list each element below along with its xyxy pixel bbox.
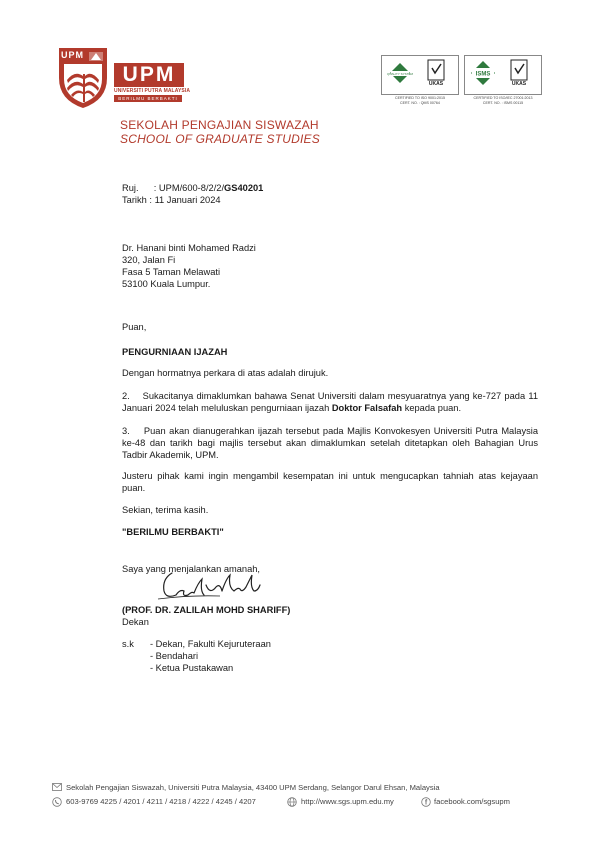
date-label: Tarikh — [122, 195, 147, 205]
school-name-ms: SEKOLAH PENGAJIAN SISWAZAH — [120, 118, 319, 132]
paragraph-1: Dengan hormatnya perkara di atas adalah dirujuk. — [122, 368, 329, 378]
reference-line — [122, 182, 263, 194]
salutation: Puan, — [122, 322, 147, 332]
globe-icon — [287, 797, 297, 810]
facebook-icon — [421, 797, 431, 810]
envelope-icon — [52, 783, 62, 794]
iso-9001-certification-badge — [381, 55, 459, 95]
cert2-number: CERT. NO. : ISMS 00115 — [482, 101, 524, 105]
date-value: : 11 Januari 2024 — [149, 195, 221, 205]
ref-separator: : — [153, 183, 157, 193]
recipient-address-line: 320, Jalan Fi — [122, 255, 176, 265]
recipient-name: Dr. Hanani binti Mohamed Radzi — [122, 243, 256, 253]
footer-website-link[interactable]: http://www.sgs.upm.edu.my — [301, 797, 394, 806]
signer-name: (PROF. DR. ZALILAH MOHD SHARIFF) — [122, 605, 291, 615]
logo-small-text: UPM — [61, 50, 84, 60]
footer-facebook-link[interactable]: facebook.com/sgsupm — [434, 797, 510, 806]
cc-item: - Dekan, Fakulti Kejuruteraan — [150, 639, 271, 649]
ref-prefix: UPM/600-8/2/2/ — [158, 183, 225, 193]
cc-label: s.k — [122, 639, 134, 649]
signer-title: Dekan — [122, 617, 149, 627]
cc-item: - Ketua Pustakawan — [150, 663, 234, 673]
university-motto-banner: BERILMU BERBAKTI — [114, 95, 182, 102]
school-name-en: SCHOOL OF GRADUATE STUDIES — [120, 132, 320, 146]
cert2-body-text: UKAS — [511, 81, 527, 87]
paragraph-3: 3. Puan akan dianugerahkan ijazah tersebut pada Majlis Konvokesyen Universiti Putra Malaysia ke-48 dan tarikh bagi majlis tersebut akan dimaklumkan setelah ditetapkan oleh Bahagian Urus Tadbir Akademik, UPM. — [122, 426, 538, 460]
degree-name: Doktor Falsafah — [331, 403, 403, 413]
cert2-standard: CERTIFIED TO ISO/IEC 27001:2013 — [473, 96, 533, 100]
paragraph-4: Justeru pihak kami ingin mengambil kesempatan ini untuk mengucapkan tahniah atas kejayaan puan. — [122, 471, 538, 493]
recipient-address-line: Fasa 5 Taman Melawati — [122, 267, 221, 277]
closing-remark: Sekian, terima kasih. — [122, 505, 209, 515]
cert1-standard: CERTIFIED TO ISO 9001:2015 — [395, 96, 445, 100]
isms-27001-certification-badge — [464, 55, 542, 95]
cert1-body-text: UKAS — [428, 81, 444, 87]
cert1-number: CERT. NO. : QMS 00764 — [400, 101, 440, 105]
cc-item: - Bendahari — [150, 651, 199, 661]
university-name: UNIVERSITI PUTRA MALAYSIA — [114, 88, 191, 94]
paragraph-2 — [122, 390, 538, 414]
ref-code: GS40201 — [224, 183, 264, 193]
footer-phone: 603-9769 4225 / 4201 / 4211 / 4218 / 4222 / 4245 / 4207 — [66, 797, 256, 806]
footer-address: Sekolah Pengajian Siswazah, Universiti Putra Malaysia, 43400 UPM Serdang, Selangor Darul Ehsan, Malaysia — [66, 783, 440, 792]
signoff-line: Saya yang menjalankan amanah, — [122, 564, 260, 574]
date-line — [122, 194, 221, 206]
paragraph-2-text: 2. Sukacitanya dimaklumkan bahawa Senat Universiti dalam mesyuaratnya yang ke-727 pada 11 Januari 2024 telah meluluskan pengurniaan ijazah — [122, 391, 538, 413]
cert1-badge-text: QUALITY SYSTEM — [387, 71, 413, 76]
closing-motto: "BERILMU BERBAKTI" — [122, 527, 224, 537]
phone-icon — [52, 797, 62, 810]
svg-text:f: f — [424, 799, 428, 807]
recipient-address-line: 53100 Kuala Lumpur. — [122, 279, 211, 289]
handwritten-signature — [150, 565, 290, 605]
letter-subject: PENGURNIAAN IJAZAH — [122, 347, 228, 357]
upm-crest-logo — [55, 44, 111, 110]
cert2-badge-text: ISMS — [475, 71, 491, 78]
paragraph-2-end: kepada puan. — [402, 403, 462, 413]
ref-label: Ruj. — [122, 183, 139, 193]
upm-wordmark: UPM — [114, 63, 184, 87]
